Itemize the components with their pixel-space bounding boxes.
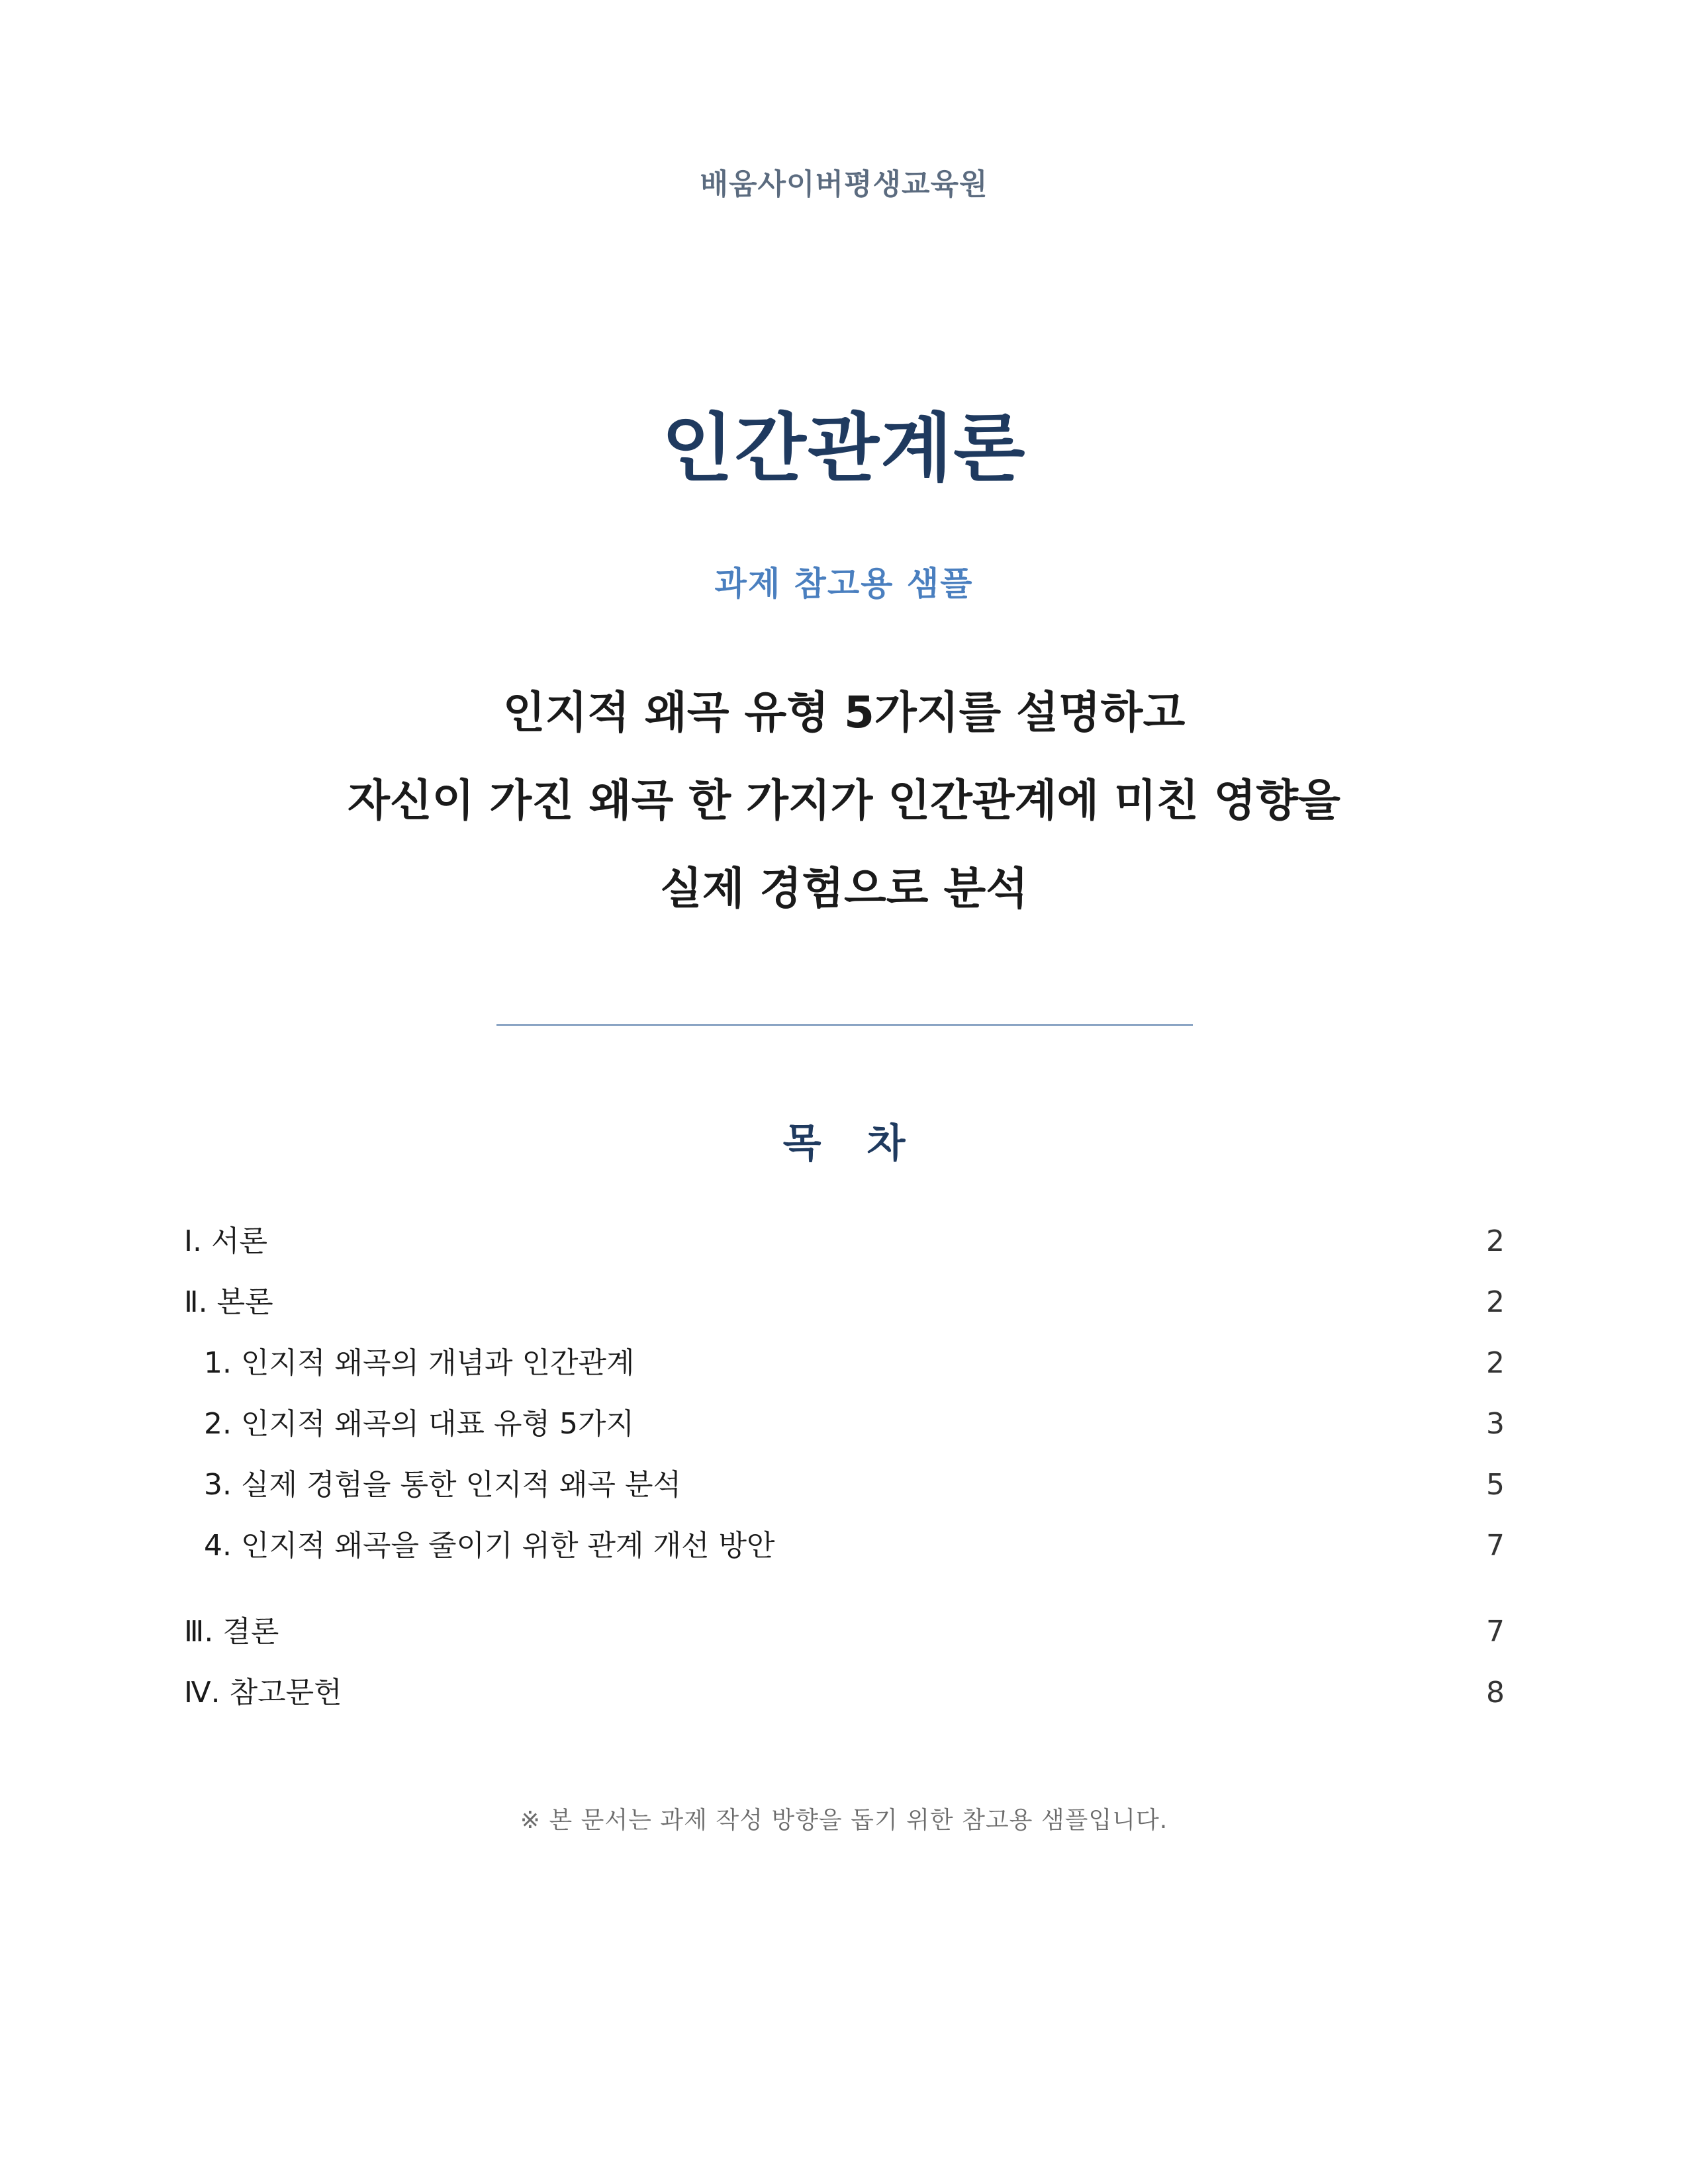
topic-line: 인지적 왜곡 유형 5가지를 설명하고 [502, 687, 1186, 738]
toc-item-page: 3 [1486, 1407, 1505, 1441]
toc-item-conclusion [184, 1602, 1505, 1662]
toc-item-introduction [184, 1211, 1505, 1272]
toc-item-references [184, 1662, 1505, 1723]
toc-item-label: Ⅳ. 참고문헌 [184, 1676, 342, 1709]
toc-item-page: 2 [1486, 1346, 1505, 1380]
toc-item-section-1 [184, 1333, 1505, 1394]
toc-item-label: 2. 인지적 왜곡의 대표 유형 5가지 [204, 1407, 634, 1441]
toc-item-body [184, 1272, 1505, 1333]
toc-item-page: 2 [1486, 1224, 1505, 1258]
toc-item-label: 1. 인지적 왜곡의 개념과 인간관계 [204, 1346, 635, 1380]
disclaimer-note: ※ 본 문서는 과제 작성 방향을 돕기 위한 참고용 샘플입니다. [520, 1807, 1168, 1834]
toc-item-page: 7 [1486, 1615, 1505, 1649]
toc-item-label: Ⅲ. 결론 [184, 1615, 279, 1649]
institution-name: 배움사이버평생교육원 [700, 167, 988, 201]
toc-item-label: Ⅰ. 서론 [184, 1224, 267, 1258]
topic-line: 자신이 가진 왜곡 한 가지가 인간관계에 미친 영향을 [348, 775, 1340, 826]
topic-line: 실제 경험으로 분석 [659, 863, 1028, 914]
toc-heading: 목 차 [782, 1120, 921, 1167]
toc-item-label: 3. 실제 경험을 통한 인지적 왜곡 분석 [204, 1468, 681, 1502]
document-subtitle: 과제 참고용 샘플 [714, 565, 974, 603]
toc-item-section-3 [184, 1455, 1505, 1516]
toc-item-label: Ⅱ. 본론 [184, 1285, 273, 1319]
toc-item-page: 7 [1486, 1529, 1505, 1563]
toc-item-page: 8 [1486, 1676, 1505, 1709]
toc-item-label: 4. 인지적 왜곡을 줄이기 위한 관계 개선 방안 [204, 1529, 775, 1563]
toc-item-section-4 [184, 1516, 1505, 1576]
toc-item-page: 5 [1486, 1468, 1505, 1502]
table-of-contents [184, 1211, 1505, 1723]
toc-item-page: 2 [1486, 1285, 1505, 1319]
assignment-topic [0, 668, 1688, 933]
divider-line [496, 1024, 1193, 1026]
course-title: 인간관계론 [661, 406, 1027, 492]
toc-item-section-2 [184, 1394, 1505, 1455]
